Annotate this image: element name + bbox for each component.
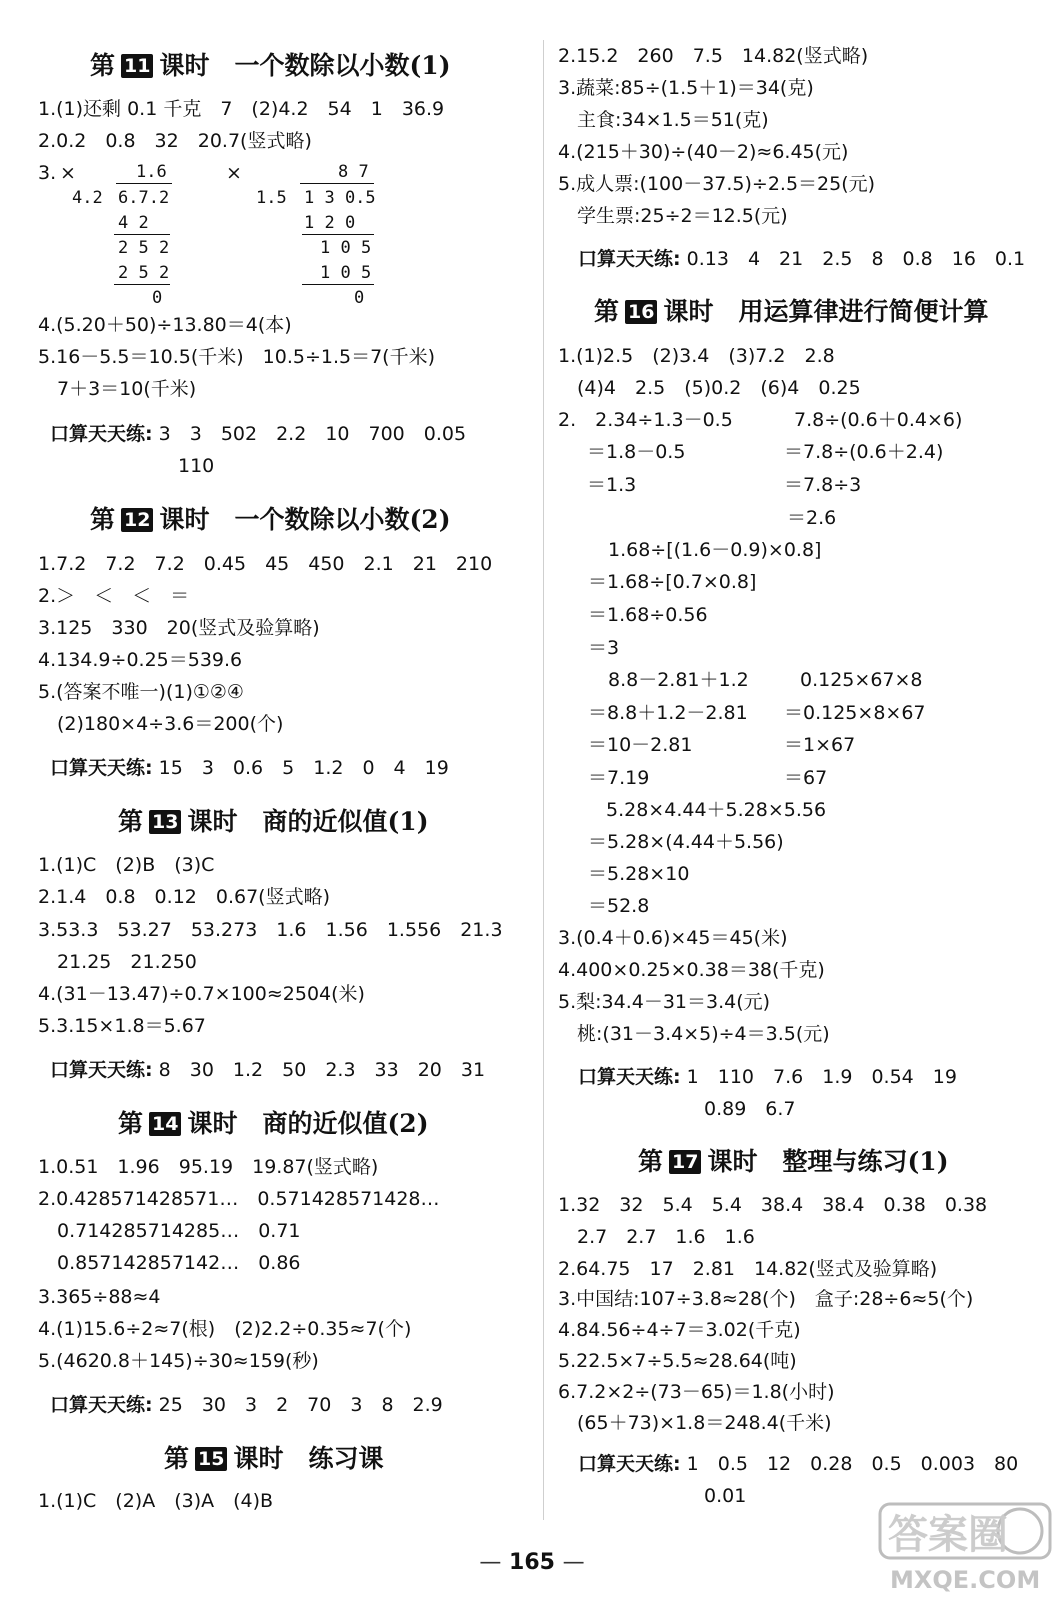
calc-step: 7.8÷(0.6＋0.4×6) xyxy=(794,409,963,431)
lesson-number-badge: 12 xyxy=(121,508,153,532)
column-divider xyxy=(543,40,544,1520)
division-line xyxy=(114,284,170,285)
calc-step: 0.125×67×8 xyxy=(800,669,923,691)
calc-step: ＝67 xyxy=(784,767,828,789)
oral-practice-label: 口算天天练: xyxy=(50,1394,153,1416)
watermark-text: MXQE.COM xyxy=(890,1566,1041,1594)
answer-line: (2)180×4÷3.6＝200(个) xyxy=(38,713,284,735)
division-quotient: 8 7 xyxy=(338,162,369,182)
answer-line: 桃:(31－3.4×5)÷4＝3.5(元) xyxy=(558,1023,830,1045)
answer-line: 6.7.2×2÷(73－65)＝1.8(小时) xyxy=(558,1381,835,1403)
lesson-16-title: 第 16 课时 用运算律进行简便计算 xyxy=(594,297,989,326)
lesson-15-title: 第 15 课时 练习课 xyxy=(164,1444,384,1473)
division-line xyxy=(114,234,170,235)
oral-practice-cont: 0.89 6.7 xyxy=(704,1098,796,1120)
answer-line: 4.(31－13.47)÷0.7×100≈2504(米) xyxy=(38,983,365,1005)
answer-line: 1.(1)还剩 0.1 千克 7 (2)4.2 54 1 36.9 xyxy=(38,98,445,120)
oral-practice-label: 口算天天练: xyxy=(50,757,153,779)
answer-line: 0.857142857142… 0.86 xyxy=(38,1252,301,1274)
answer-line: 5.3.15×1.8＝5.67 xyxy=(38,1015,206,1037)
oral-practice-cont: 0.01 xyxy=(704,1485,747,1507)
answer-line: 3.365÷88≈4 xyxy=(38,1286,161,1308)
calc-step: ＝7.8÷(0.6＋2.4) xyxy=(784,441,944,463)
calc-step: 1.68÷[(1.6－0.9)×0.8] xyxy=(608,539,822,561)
division-step: 1 0 5 xyxy=(320,238,372,258)
answer-line: 3.(0.4＋0.6)×45＝45(米) xyxy=(558,927,788,949)
answer-line: 4.(1)15.6÷2≈7(根) (2)2.2÷0.35≈7(个) xyxy=(38,1318,412,1340)
lesson-number-badge: 13 xyxy=(149,810,181,834)
calc-step: ＝1.68÷[0.7×0.8] xyxy=(588,571,757,593)
answer-line: 5.梨:34.4－31＝3.4(元) xyxy=(558,991,771,1013)
oral-practice: 口算天天练: 3 3 502 2.2 10 700 0.05 xyxy=(50,423,467,445)
division-line xyxy=(302,234,374,235)
answer-line: 4.(5.20＋50)÷13.80＝4(本) xyxy=(38,314,292,336)
lesson-number-badge: 17 xyxy=(669,1150,701,1174)
page-number: — 165 — xyxy=(479,1550,585,1575)
division-remainder: 0 xyxy=(354,288,365,308)
oral-practice-label: 口算天天练: xyxy=(50,423,153,445)
oral-practice-label: 口算天天练: xyxy=(578,248,681,270)
calc-step: ＝3 xyxy=(588,637,620,659)
answer-line: 3.125 330 20(竖式及验算略) xyxy=(38,617,320,639)
dividend: 6.7.2 xyxy=(118,188,170,208)
answer-line: 5.(4620.8＋145)÷30≈159(秒) xyxy=(38,1350,319,1372)
calc-step: ＝8.8＋1.2－2.81 xyxy=(588,702,748,724)
calc-step: ＝52.8 xyxy=(588,895,650,917)
answer-line: 2.64.75 17 2.81 14.82(竖式及验算略) xyxy=(558,1258,938,1280)
answer-line: 1.0.51 1.96 95.19 19.87(竖式略) xyxy=(38,1156,379,1178)
answer-line: 1.32 32 5.4 5.4 38.4 38.4 0.38 0.38 xyxy=(558,1194,988,1216)
oral-practice: 口算天天练: 1 110 7.6 1.9 0.54 19 xyxy=(578,1066,957,1088)
divisor: 1.5 xyxy=(256,188,287,208)
answer-line: 7＋3＝10(千米) xyxy=(38,378,197,400)
lesson-number-badge: 16 xyxy=(625,300,657,324)
answer-line: 2.0.2 0.8 32 20.7(竖式略) xyxy=(38,130,312,152)
lesson-number-badge: 14 xyxy=(149,1112,181,1136)
lesson-12-title: 第 12 课时 一个数除以小数(2) xyxy=(90,505,451,534)
answer-line: 2.＞ ＜ ＜ ＝ xyxy=(38,585,190,607)
lesson-17-title: 第 17 课时 整理与练习(1) xyxy=(638,1147,949,1176)
lesson-13-title: 第 13 课时 商的近似值(1) xyxy=(118,807,429,836)
answer-line: (4)4 2.5 (5)0.2 (6)4 0.25 xyxy=(558,377,861,399)
answer-line: 1.7.2 7.2 7.2 0.45 45 450 2.1 21 210 xyxy=(38,553,493,575)
division-bar xyxy=(300,183,374,184)
oral-practice: 口算天天练: 25 30 3 2 70 3 8 2.9 xyxy=(50,1394,443,1416)
division-bar xyxy=(116,183,172,184)
calc-step: ＝1.3 xyxy=(568,474,637,496)
oral-practice-label: 口算天天练: xyxy=(50,1059,153,1081)
answer-line: 3.中国结:107÷3.8≈28(个) 盒子:28÷6≈5(个) xyxy=(558,1288,974,1310)
answer-line: 5.(答案不唯一)(1)①②④ xyxy=(38,681,244,703)
lesson-number-badge: 15 xyxy=(195,1447,227,1471)
lesson-number-badge: 11 xyxy=(121,54,153,78)
division-step: 2 5 2 xyxy=(118,238,170,258)
oral-practice: 口算天天练: 1 0.5 12 0.28 0.5 0.003 80 xyxy=(578,1453,1019,1475)
calc-step: 8.8－2.81＋1.2 xyxy=(608,669,749,691)
division-remainder: 0 xyxy=(152,288,163,308)
answer-line: 1.(1)2.5 (2)3.4 (3)7.2 2.8 xyxy=(558,345,835,367)
answer-line: 5.成人票:(100－37.5)÷2.5＝25(元) xyxy=(558,173,876,195)
calc-step: ＝0.125×8×67 xyxy=(784,702,926,724)
division-step: 1 0 5 xyxy=(320,263,372,283)
watermark-brand: 答案圈 xyxy=(888,1512,1008,1558)
answer-line: 4.400×0.25×0.38＝38(千克) xyxy=(558,959,825,981)
answer-line: 4.134.9÷0.25＝539.6 xyxy=(38,649,243,671)
answer-line: 学生票:25÷2＝12.5(元) xyxy=(558,205,788,227)
division-step: 1 2 0 xyxy=(304,213,356,233)
answer-line: 2.0.428571428571… 0.571428571428… xyxy=(38,1188,440,1210)
division-step: 2 5 2 xyxy=(118,263,170,283)
divisor: 4.2 xyxy=(72,188,103,208)
answer-line: 3.蔬菜:85÷(1.5＋1)＝34(克) xyxy=(558,77,814,99)
lesson-11-title: 第 11 课时 一个数除以小数(1) xyxy=(90,51,451,80)
answer-line: 2.7 2.7 1.6 1.6 xyxy=(558,1226,755,1248)
answer-line: (65＋73)×1.8＝248.4(千米) xyxy=(558,1412,832,1434)
lesson-14-title: 第 14 课时 商的近似值(2) xyxy=(118,1109,429,1138)
calc-step: ＝1.68÷0.56 xyxy=(588,604,708,626)
calc-step: 2. 2.34÷1.3－0.5 xyxy=(558,409,733,431)
division-line xyxy=(302,284,374,285)
calc-step: ＝10－2.81 xyxy=(588,734,693,756)
calc-step: ＝7.8÷3 xyxy=(784,474,862,496)
answer-line: 1.(1)C (2)A (3)A (4)B xyxy=(38,1490,274,1512)
calc-step: ＝5.28×(4.44＋5.56) xyxy=(588,831,784,853)
oral-practice-cont: 110 xyxy=(178,455,215,477)
oral-practice-label: 口算天天练: xyxy=(578,1066,681,1088)
answer-line: 2.15.2 260 7.5 14.82(竖式略) xyxy=(558,45,869,67)
oral-practice: 口算天天练: 15 3 0.6 5 1.2 0 4 19 xyxy=(50,757,449,779)
answer-line: 0.714285714285… 0.71 xyxy=(38,1220,301,1242)
answer-line: 4.(215＋30)÷(40－2)≈6.45(元) xyxy=(558,141,849,163)
oral-practice: 口算天天练: 8 30 1.2 50 2.3 33 20 31 xyxy=(50,1059,486,1081)
calc-step: ＝5.28×10 xyxy=(588,863,690,885)
answer-line: 5.16－5.5＝10.5(千米) 10.5÷1.5＝7(千米) xyxy=(38,346,436,368)
answer-line: 5.22.5×7÷5.5≈28.64(吨) xyxy=(558,1350,797,1372)
calc-step: ＝1×67 xyxy=(784,734,856,756)
oral-practice-label: 口算天天练: xyxy=(578,1453,681,1475)
oral-practice: 口算天天练: 0.13 4 21 2.5 8 0.8 16 0.1 xyxy=(578,248,1026,270)
calc-step: ＝1.8－0.5 xyxy=(568,441,686,463)
division-step: 4 2 xyxy=(118,213,149,233)
watermark-logo xyxy=(870,1498,1060,1596)
wrong-mark: × xyxy=(226,162,242,184)
calc-step: 5.28×4.44＋5.28×5.56 xyxy=(606,799,827,821)
answer-line: 4.84.56÷4÷7＝3.02(千克) xyxy=(558,1319,801,1341)
calc-step: ＝2.6 xyxy=(768,507,837,529)
answer-line: 1.(1)C (2)B (3)C xyxy=(38,854,215,876)
answer-line: 2.1.4 0.8 0.12 0.67(竖式略) xyxy=(38,886,330,908)
wrong-mark: × xyxy=(60,162,76,184)
dividend: 1 3 0.5 xyxy=(304,188,376,208)
answer-line: 21.25 21.250 xyxy=(38,951,197,973)
question-number: 3. xyxy=(38,162,57,184)
answer-line: 3.53.3 53.27 53.273 1.6 1.56 1.556 21.3 xyxy=(38,919,503,941)
answer-line: 主食:34×1.5＝51(克) xyxy=(558,109,769,131)
calc-step: ＝7.19 xyxy=(588,767,650,789)
division-quotient: 1.6 xyxy=(136,162,167,182)
